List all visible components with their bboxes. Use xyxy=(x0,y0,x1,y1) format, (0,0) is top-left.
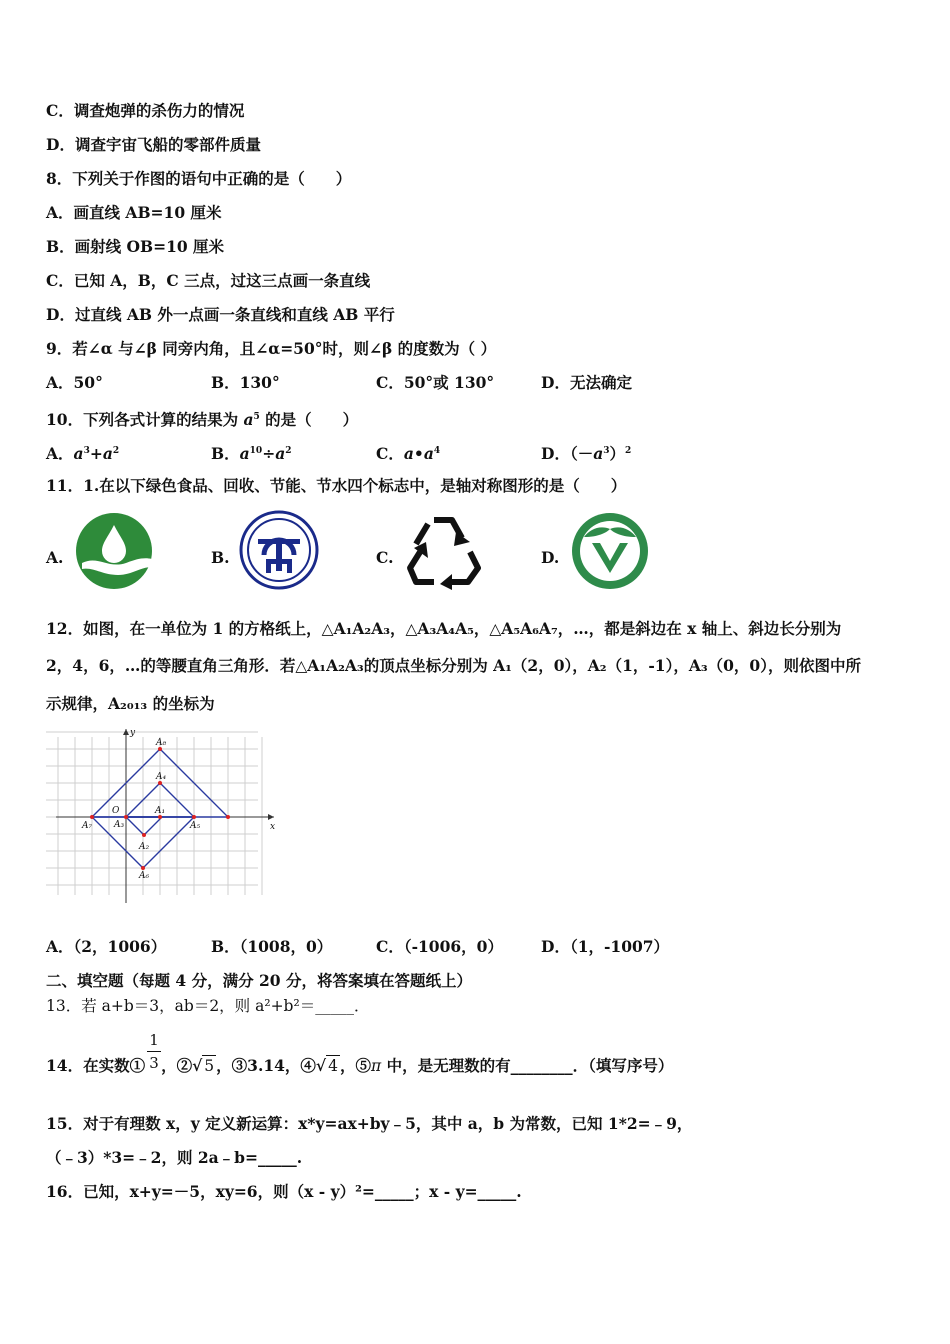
q15-line1: 15．对于有理数 x，y 定义新运算：x*y=ax+by﹣5，其中 a，b 为常数，已知 1*2=﹣9， xyxy=(46,1114,693,1133)
y-axis-label: y xyxy=(130,728,136,738)
q11-stem: 11．1.在以下绿色食品、回收、节能、节水四个标志中，是轴对称图形的是（ ） xyxy=(46,476,627,495)
q9-option-a: A．50° xyxy=(46,373,103,392)
a2-label: A₂ xyxy=(139,842,150,852)
q11-option-a-label: A. xyxy=(46,548,64,567)
q12-option-a: A．（2，1006） xyxy=(46,937,167,956)
q14-sqrt5: 5 xyxy=(204,1057,215,1075)
q12-option-b: B．（1008，0） xyxy=(211,937,333,956)
q13: 13．若 a+b＝3，ab＝2，则 a²+b²＝_____． xyxy=(46,997,370,1015)
q7-option-d: D．调查宇宙飞船的零部件质量 xyxy=(46,135,261,154)
q12-option-c: C．（-1006，0） xyxy=(376,937,503,956)
recycle-logo xyxy=(404,512,484,590)
a3-label: A₃ xyxy=(114,820,125,830)
a8-label: A₈ xyxy=(156,738,167,748)
green-food-logo xyxy=(570,511,650,591)
q9-option-b: B．130° xyxy=(211,373,280,392)
q14-sqrt4: 4 xyxy=(328,1057,338,1075)
q11-option-d-label: D. xyxy=(541,548,560,567)
q15-line2: （﹣3）*3=﹣2，则 2a﹣b=_____. xyxy=(46,1148,303,1167)
q12-line3: 示规律，A₂₀₁₃ 的坐标为 xyxy=(46,694,215,713)
q11-option-c-label: C. xyxy=(376,548,394,567)
q10-option-b: B．$a^{10}\div a^2$ xyxy=(211,444,292,464)
q12-line1: 12．如图，在一单位为 1 的方格纸上，△A₁A₂A₃，△A₃A₄A₅，△A₅A₆A₇，…，都是斜边在 x 轴上、斜边长分别为 xyxy=(46,619,842,638)
q9-option-d: D．无法确定 xyxy=(541,373,632,392)
a7-label: A₇ xyxy=(82,821,93,831)
q10-option-c: C．$a•a^4$ xyxy=(376,444,441,464)
grid-lines xyxy=(46,732,262,895)
q11-option-b-label: B. xyxy=(211,548,230,567)
energy-saving-logo xyxy=(238,509,320,591)
origin-label: O xyxy=(112,806,120,816)
q16: 16．已知，x+y=－5，xy=6，则（x - y）²=_____；x - y=_____. xyxy=(46,1182,522,1201)
q14: 14．在实数① ，②√ 5 ，③3.14，④√ 4 ，⑤π 中，是无理数的有________．（填写序号） xyxy=(46,1056,674,1075)
a5-label: A₅ xyxy=(190,821,201,831)
q14-fraction-numerator: 1 xyxy=(149,1031,159,1049)
q8-option-b: B．画射线 OB=10 厘米 xyxy=(46,237,225,256)
a4-label: A₄ xyxy=(156,772,167,782)
coordinate-grid-figure xyxy=(44,727,280,905)
triangle-a1a2a3 xyxy=(126,817,162,835)
q8-stem: 8．下列关于作图的语句中正确的是（ ） xyxy=(46,169,352,188)
q12-option-d: D．（1，-1007） xyxy=(541,937,670,956)
water-saving-logo xyxy=(74,511,154,591)
x-axis-arrow xyxy=(268,814,274,820)
q9-stem: 9．若∠α 与∠β 同旁内角，且∠α=50°时，则∠β 的度数为（ ） xyxy=(46,339,497,358)
q12-line2: 2，4，6，…的等腰直角三角形．若△A₁A₂A₃的顶点坐标分别为 A₁（2，0），A₂（1，-1），A₃（0，0），则依图中所 xyxy=(46,656,861,675)
q7-option-c: C．调查炮弹的杀伤力的情况 xyxy=(46,101,245,120)
a1-label: A₁ xyxy=(155,806,166,816)
q14-fraction-denominator: 3 xyxy=(149,1054,159,1072)
q9-option-c: C．50°或 130° xyxy=(376,373,495,392)
q10-stem: 10．下列各式计算的结果为 $a^5$ 的是（ ） xyxy=(46,410,359,430)
q10-option-d: D．$(-a^3)^2$ xyxy=(541,444,632,464)
q8-option-c: C．已知 A，B，C 三点，过这三点画一条直线 xyxy=(46,271,371,290)
x-axis-label: x xyxy=(270,822,276,832)
q8-option-d: D．过直线 AB 外一点画一条直线和直线 AB 平行 xyxy=(46,305,395,324)
q10-option-a: A．$a^3+a^2$ xyxy=(46,444,120,464)
q8-option-a: A．画直线 AB=10 厘米 xyxy=(46,203,222,222)
a6-label: A₆ xyxy=(139,871,150,881)
section-2-heading: 二、填空题（每题 4 分，满分 20 分，将答案填在答题纸上） xyxy=(46,971,472,990)
